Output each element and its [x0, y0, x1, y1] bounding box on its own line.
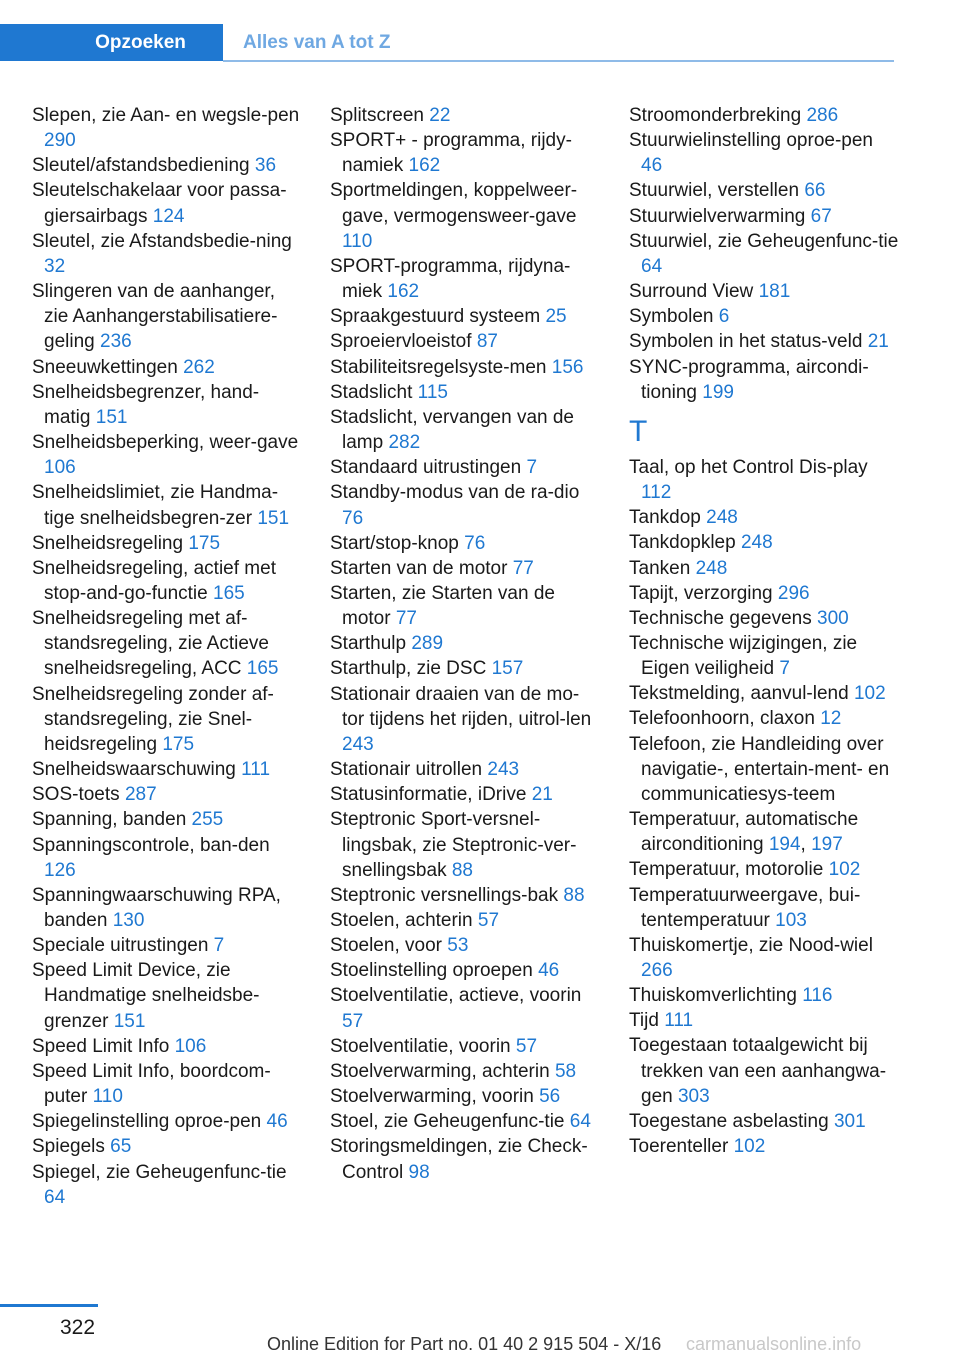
index-entry — [629, 732, 899, 807]
page-ref-link[interactable]: 151 — [113, 1010, 146, 1032]
page-ref-link[interactable]: 46 — [538, 960, 560, 982]
index-entry-text: Sleutelschakelaar voor passa-giersairbags — [32, 180, 287, 227]
page-ref-link[interactable]: 286 — [806, 105, 839, 126]
tab-alles-label: Alles van A tot Z — [243, 31, 391, 53]
index-entry — [32, 430, 302, 480]
index-entry — [330, 254, 600, 304]
index-entry-text: Steptronic Sport-versnel-lingsbak, zie Steptronic-ver-snellingsbak — [330, 809, 577, 881]
page-ref-link[interactable]: 255 — [191, 809, 224, 831]
page-ref-link[interactable]: 124 — [152, 205, 185, 227]
page-ref-link[interactable]: 7 — [779, 658, 790, 680]
page-ref-link[interactable]: 66 — [804, 180, 826, 202]
index-entry-text: Stoelventilatie, voorin — [330, 1035, 511, 1057]
index-entry — [330, 1034, 600, 1059]
page-ref-link[interactable]: 32 — [44, 255, 66, 277]
page-ref-link[interactable]: 165 — [213, 582, 245, 604]
index-entry — [629, 304, 899, 329]
page-ref-link[interactable]: 290 — [44, 130, 76, 152]
index-entry-text: Stoelinstelling oproepen — [330, 960, 533, 982]
index-entry — [32, 531, 302, 556]
index-entry-text: Temperatuur, automatische airconditioning — [629, 809, 859, 856]
index-entry — [330, 757, 600, 782]
index-entry — [330, 983, 600, 1033]
page-ref-link[interactable]: 76 — [464, 532, 486, 554]
index-entry — [330, 908, 600, 933]
index-entry — [32, 1160, 302, 1210]
index-entry — [330, 656, 600, 681]
page-ref-link[interactable]: 77 — [512, 557, 534, 579]
index-entry — [629, 1134, 899, 1159]
index-entry-text: Stuurwiel, verstellen — [629, 180, 800, 202]
index-entry-text: Snelheidsregeling, actief met stop-and-go-functie — [32, 557, 276, 604]
tab-alles-van-a-tot-z[interactable] — [223, 24, 894, 61]
index-entry — [330, 556, 600, 581]
index-entry — [629, 279, 899, 304]
index-entry — [330, 631, 600, 656]
index-entry-text: Steptronic versnellings-bak — [330, 884, 559, 906]
index-entry — [629, 178, 899, 203]
page-ref-link[interactable]: 46 — [266, 1111, 288, 1133]
index-entry — [330, 128, 600, 178]
index-entry-text: Speed Limit Info, boordcom-puter — [32, 1060, 271, 1108]
page-ref-link[interactable]: 287 — [124, 784, 157, 806]
header-tabs — [0, 0, 960, 62]
index-entry — [32, 782, 302, 807]
index-entry-text: Starten, zie Starten van de motor — [330, 582, 555, 630]
index-entry — [330, 782, 600, 807]
page-ref-link[interactable]: 112 — [641, 482, 672, 504]
page-ref-link[interactable]: 301 — [833, 1110, 866, 1132]
index-entry-text: Slingeren van de aanhanger, zie Aanhangerstabilisatiere-geling — [32, 281, 278, 353]
page-ref-link[interactable]: 21 — [531, 784, 553, 806]
page-ref-link[interactable]: 151 — [257, 507, 290, 529]
index-entry — [330, 380, 600, 405]
page-ref-link[interactable]: 65 — [110, 1136, 132, 1158]
index-entry — [629, 329, 899, 354]
index-entry-text: Stationair uitrollen — [330, 759, 483, 781]
page-ref-link[interactable]: 157 — [491, 658, 524, 680]
index-entry-text: Tekstmelding, aanvul-lend — [629, 683, 849, 705]
page-ref-link[interactable]: 115 — [417, 381, 448, 403]
page-ref-link[interactable]: 25 — [545, 306, 567, 328]
page-ref-link[interactable]: 303 — [677, 1085, 710, 1107]
index-entry — [32, 556, 302, 606]
index-entry — [629, 229, 899, 279]
index-entry-text: Stationair draaien van de mo-tor tijdens het rijden, uitrol-len — [330, 683, 592, 730]
index-entry — [32, 606, 302, 681]
index-entry-text: SPORT+ - programma, rijdy-namiek — [330, 130, 572, 177]
index-entry — [32, 229, 302, 279]
page-ref-link[interactable]: 151 — [95, 406, 128, 428]
page-ref-link[interactable]: 130 — [112, 910, 145, 931]
index-entry — [629, 355, 899, 405]
page-ref-link[interactable]: 56 — [539, 1086, 561, 1108]
index-entry — [629, 128, 899, 178]
index-entry-text: Speciale uitrustingen — [32, 935, 209, 957]
page-ref-link[interactable]: 87 — [476, 331, 498, 353]
index-entry — [32, 1109, 302, 1134]
index-entry-text: Tijd — [629, 1010, 659, 1032]
index-entry-text: Snelheidsbegrenzer, hand-matig — [32, 381, 260, 428]
index-entry-text: Temperatuur, motorolie — [629, 859, 824, 881]
page-ref-link[interactable]: 64 — [44, 1186, 66, 1208]
page-ref-link[interactable]: 88 — [451, 859, 473, 881]
page-ref-link[interactable]: 21 — [867, 331, 889, 353]
page-ref-link[interactable]: 64 — [641, 255, 663, 277]
page-ref-link[interactable]: 243 — [342, 733, 374, 755]
index-entry-text: Spiegels — [32, 1136, 105, 1158]
page-ref-link[interactable]: 248 — [740, 532, 773, 554]
index-entry-text: Spiegelinstelling oproe-pen — [32, 1111, 262, 1133]
index-column-1 — [32, 103, 302, 1210]
index-entry — [629, 933, 899, 983]
page-ref-link[interactable]: 57 — [515, 1035, 538, 1057]
index-entry — [330, 405, 600, 455]
index-entry-text: Snelheidsregeling zonder af-standsregeling, zie Snel-heidsregeling — [32, 683, 274, 755]
page-ref-link[interactable]: 106 — [174, 1035, 207, 1057]
index-entry — [32, 958, 302, 1033]
page-ref-link[interactable]: 194 — [768, 834, 801, 856]
index-entry-text: Stadslicht, vervangen van de lamp — [330, 406, 574, 454]
index-entry — [330, 958, 600, 983]
index-entry-text: Sportmeldingen, koppelweer-gave, vermogensweer-gave — [330, 180, 578, 227]
page-ref-link[interactable]: 197 — [811, 834, 843, 856]
footer-rule — [0, 1304, 98, 1307]
index-entry — [629, 204, 899, 229]
page-ref-link[interactable]: 248 — [706, 507, 738, 529]
index-entry-text: Tapijt, verzorging — [629, 582, 773, 604]
index-entry-text: Stuurwiel, zie Geheugenfunc-tie — [629, 230, 899, 252]
page-ref-link[interactable]: 289 — [411, 633, 444, 655]
index-entry — [32, 103, 302, 153]
index-entry — [330, 355, 600, 380]
index-entry — [32, 380, 302, 430]
index-entry-text: Splitscreen — [330, 105, 424, 126]
index-entry — [32, 1034, 302, 1059]
page-ref-link[interactable]: 156 — [551, 356, 584, 378]
index-entry — [32, 1134, 302, 1159]
tab-opzoeken-label: Opzoeken — [95, 31, 186, 53]
page-ref-link[interactable]: 282 — [388, 432, 421, 454]
page-ref-link[interactable]: 7 — [526, 457, 538, 479]
index-entry-text: Stoelverwarming, achterin — [330, 1060, 550, 1082]
index-entry — [629, 1033, 899, 1108]
index-entry-text: Snelheidsbeperking, weer-gave — [32, 432, 299, 454]
index-column-3 — [629, 103, 899, 1159]
index-entry-text: Starten van de motor — [330, 557, 508, 579]
page-ref-link[interactable]: 57 — [477, 910, 500, 931]
index-entry-text: Snelheidsregeling met af-standsregeling, zie Actieve snelheidsregeling, ACC — [32, 608, 269, 680]
index-entry — [32, 933, 302, 958]
page-ref-link[interactable]: 248 — [695, 557, 728, 579]
index-entry — [32, 480, 302, 530]
index-entry-text: Stoel, zie Geheugenfunc-tie — [330, 1111, 565, 1133]
index-entry-text: Stuurwielverwarming — [629, 205, 806, 227]
index-entry — [629, 1008, 899, 1033]
index-entry-text: Slepen, zie Aan- en wegsle-pen — [32, 105, 300, 126]
section-letter: T — [629, 414, 648, 448]
index-entry-text: Stoelventilatie, actieve, voorin — [330, 985, 582, 1007]
index-entry-text: Stroomonderbreking — [629, 105, 802, 126]
index-entry — [330, 883, 600, 908]
index-entry-text: Taal, op het Control Dis-play — [629, 456, 868, 478]
index-entry-text: Starthulp — [330, 633, 407, 655]
page-ref-link[interactable]: 103 — [775, 909, 807, 931]
index-entry-text: Toegestaan totaalgewicht bij trekken van een aanhangwa-gen — [629, 1035, 887, 1107]
index-entry — [330, 178, 600, 253]
page-ref-link[interactable]: 7 — [213, 935, 225, 957]
index-entry — [629, 631, 899, 681]
index-entry-text: Technische wijzigingen, zie Eigen veiligheid — [629, 632, 858, 680]
page-ref-link[interactable]: 98 — [408, 1161, 430, 1183]
index-entry — [32, 178, 302, 228]
page-ref-link[interactable]: 6 — [718, 306, 730, 328]
page-ref-link[interactable]: 262 — [183, 356, 215, 378]
index-entry — [629, 455, 899, 505]
page-ref-link[interactable]: 175 — [188, 532, 221, 554]
index-entry-text: Sleutel/afstandsbediening — [32, 155, 250, 177]
page-ref-link[interactable]: 53 — [447, 935, 469, 957]
page-ref-link[interactable]: 243 — [487, 759, 520, 781]
index-entry — [330, 329, 600, 354]
index-entry-text: Storingsmeldingen, zie Check-Control — [330, 1136, 588, 1183]
index-entry — [629, 983, 899, 1008]
index-entry-text: Start/stop-knop — [330, 532, 459, 554]
index-entry — [32, 1059, 302, 1109]
index-entry-text: Spanningwaarschuwing RPA, banden — [32, 884, 281, 931]
page-ref-link[interactable]: 57 — [342, 1010, 364, 1032]
page-ref-link[interactable]: 175 — [162, 733, 195, 755]
index-entry-text: Starthulp, zie DSC — [330, 658, 487, 680]
page-ref-link[interactable]: 236 — [100, 331, 132, 353]
page-number: 322 — [60, 1316, 96, 1339]
index-entry-text: Symbolen in het status-veld — [629, 331, 863, 353]
page-ref-link[interactable]: 76 — [342, 507, 364, 529]
index-entry: Temperatuur, automatische airconditioning 194, 197 — [629, 809, 859, 856]
page-ref-link[interactable]: 296 — [777, 582, 810, 604]
index-entry — [629, 681, 899, 706]
index-entry-text: Stoelen, voor — [330, 935, 442, 957]
index-entry-text: Speed Limit Info — [32, 1035, 170, 1057]
page-ref-link[interactable]: 162 — [387, 281, 420, 303]
index-entry — [32, 355, 302, 380]
index-entry-text: Spiegel, zie Geheugenfunc-tie — [32, 1161, 287, 1183]
page-ref-link[interactable]: 36 — [254, 155, 277, 177]
index-entry — [330, 933, 600, 958]
index-entry — [629, 857, 899, 882]
page-ref-link[interactable]: 102 — [733, 1136, 766, 1158]
index-entry-text: Snelheidswaarschuwing — [32, 759, 236, 781]
index-entry-text: Surround View — [629, 281, 754, 303]
page-ref-link[interactable]: 162 — [408, 155, 441, 177]
index-entry-text: Telefoonhoorn, claxon — [629, 708, 815, 730]
index-entry-text: Symbolen — [629, 306, 714, 328]
page-ref-link[interactable]: 88 — [563, 884, 585, 906]
index-entry — [629, 103, 899, 128]
page-ref-link[interactable]: 102 — [828, 859, 861, 881]
index-entry — [330, 103, 600, 128]
page-ref-link[interactable]: 116 — [802, 985, 833, 1007]
watermark-text: carmanualsonline.info — [686, 1334, 862, 1354]
index-entry — [330, 304, 600, 329]
index-entry-text: Tanken — [629, 557, 691, 579]
index-entry-text: Spanning, banden — [32, 809, 187, 831]
index-entry — [330, 1109, 600, 1134]
index-entry — [330, 807, 600, 882]
page-ref-link[interactable]: 58 — [554, 1060, 577, 1082]
edition-note: Online Edition for Part no. 01 40 2 915 504 - X/16 — [267, 1334, 662, 1354]
index-entry — [32, 807, 302, 832]
index-entry-text: Sleutel, zie Afstandsbedie-ning — [32, 230, 292, 252]
index-entry-text: SOS-toets — [32, 784, 120, 806]
index-entry — [330, 455, 600, 480]
header-rule — [223, 60, 894, 62]
page-ref-link[interactable]: 199 — [702, 381, 734, 403]
index-entry-text: Speed Limit Device, zie Handmatige snelheidsbe-grenzer — [32, 960, 260, 1032]
page-ref-link[interactable]: 126 — [44, 859, 76, 881]
index-entry — [330, 581, 600, 631]
index-entry-text: SPORT-programma, rijdyna-miek — [330, 255, 571, 303]
index-entry-text: SYNC-programma, aircondi-tioning — [629, 356, 869, 403]
page-ref-link[interactable]: 22 — [429, 105, 451, 126]
index-entry-text: Snelheidslimiet, zie Handma-tige snelheidsbegren-zer — [32, 482, 279, 529]
page-ref-link[interactable]: 300 — [817, 607, 849, 629]
page-ref-link[interactable]: 111 — [664, 1010, 694, 1032]
page-ref-link[interactable]: 181 — [758, 281, 791, 303]
index-entry — [629, 883, 899, 933]
index-entry-text: Stoelverwarming, voorin — [330, 1086, 534, 1108]
page-ref-link[interactable]: 46 — [641, 155, 663, 177]
page-ref-link[interactable]: 266 — [641, 960, 673, 981]
index-entry — [330, 531, 600, 556]
index-entry-text: Temperatuurweergave, bui-tentemperatuur — [629, 884, 861, 931]
index-entry-text: Telefoon, zie Handleiding over navigatie-, entertain-ment- en communicatiesys-teem — [629, 733, 890, 805]
page-ref-link[interactable]: 110 — [92, 1086, 123, 1108]
index-entry-text: Statusinformatie, iDrive — [330, 784, 527, 806]
index-entry — [330, 682, 600, 757]
page-ref-link[interactable]: 102 — [853, 683, 886, 705]
index-entry-text: Stabiliteitsregelsyste-men — [330, 356, 547, 378]
page-ref-link[interactable]: 64 — [569, 1111, 591, 1133]
index-entry — [330, 480, 600, 530]
index-entry — [629, 505, 899, 530]
index-entry-text: Stoelen, achterin — [330, 910, 473, 931]
index-entry-text: Stuurwielinstelling oproe-pen — [629, 130, 873, 152]
index-entry-text: Technische gegevens — [629, 607, 812, 629]
index-entry-text: Tankdop — [629, 507, 701, 529]
index-entry — [330, 1084, 600, 1109]
index-entry-text: Standaard uitrustingen — [330, 457, 522, 479]
index-entry — [32, 682, 302, 757]
index-entry-text: Toerenteller — [629, 1136, 729, 1158]
index-entry — [330, 1059, 600, 1084]
index-entry — [32, 279, 302, 354]
page-ref-link[interactable]: 67 — [810, 205, 832, 227]
index-entry-text: Thuiskomverlichting — [629, 985, 797, 1007]
index-entry — [32, 883, 302, 933]
page-ref-link[interactable]: 111 — [241, 759, 271, 781]
index-entry-text: Standby-modus van de ra-dio — [330, 482, 580, 504]
index-entry-text: Thuiskomertje, zie Nood-wiel — [629, 934, 873, 956]
index-entry — [629, 606, 899, 631]
index-entry-text: Tankdopklep — [629, 532, 736, 554]
tab-opzoeken[interactable] — [0, 24, 223, 61]
page-ref-link[interactable]: 165 — [246, 658, 279, 680]
index-entry — [32, 833, 302, 883]
page-ref-link[interactable]: 106 — [44, 457, 76, 479]
index-entry-text: Spraakgestuurd systeem — [330, 306, 541, 328]
index-entry — [629, 581, 899, 606]
index-entry-text: Stadslicht — [330, 381, 413, 403]
index-entry — [629, 530, 899, 555]
page-ref-link[interactable]: 77 — [395, 608, 417, 630]
index-entry-text: Toegestane asbelasting — [629, 1110, 829, 1132]
index-entry — [32, 153, 302, 178]
page-ref-link[interactable]: 110 — [342, 230, 373, 252]
index-entry-text: Sneeuwkettingen — [32, 356, 178, 378]
index-entry-text: Spanningscontrole, ban-den — [32, 834, 270, 856]
index-entry-text: Snelheidsregeling — [32, 532, 184, 554]
index-column-2 — [330, 103, 600, 1185]
index-entry — [629, 1109, 899, 1134]
index-entry — [330, 1134, 600, 1184]
index-entry — [32, 757, 302, 782]
page-ref-link[interactable]: 12 — [820, 708, 842, 730]
index-entry — [629, 556, 899, 581]
index-entry-text: Sproeiervloeistof — [330, 331, 472, 353]
index-entry — [629, 706, 899, 731]
